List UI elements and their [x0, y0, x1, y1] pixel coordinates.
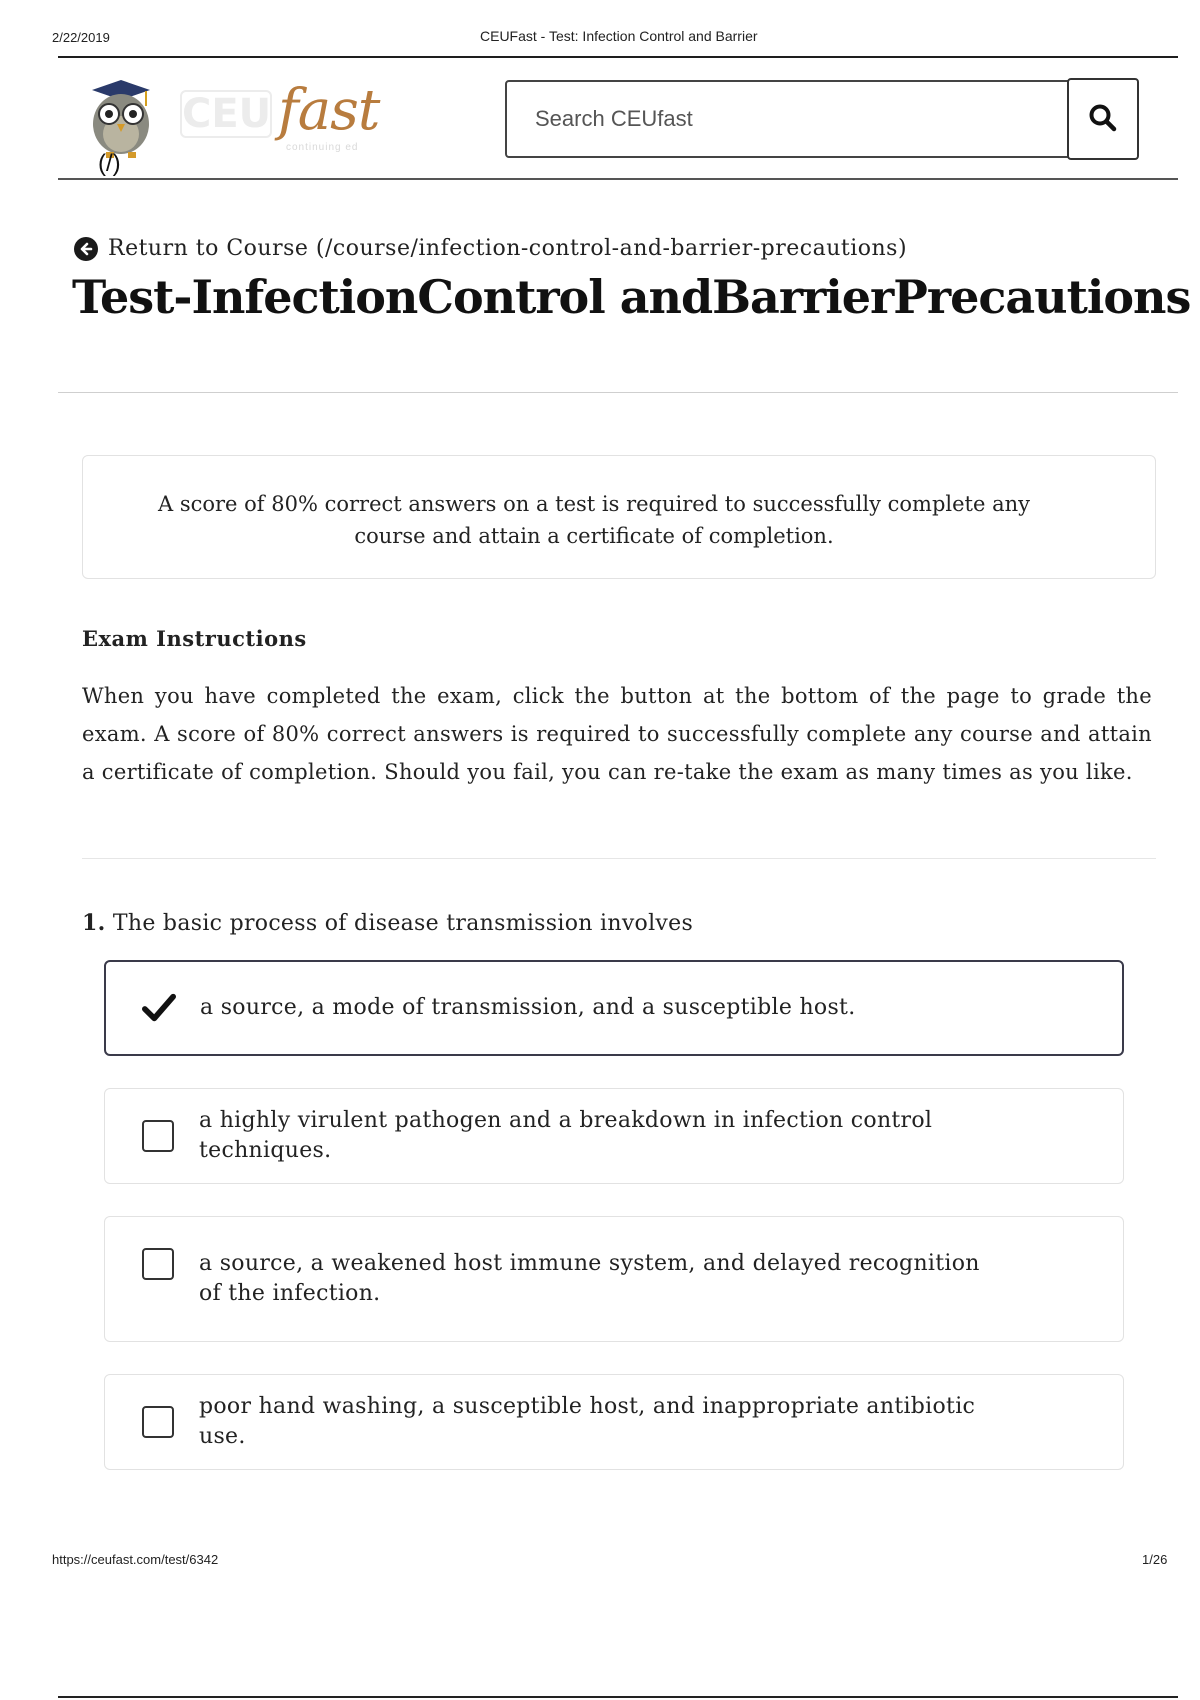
question-text: The basic process of disease transmission involves — [112, 911, 694, 936]
return-link-label: Return to Course (/course/infection-control-and-barrier-precautions) — [108, 236, 908, 261]
owl-mascot-icon — [84, 80, 158, 164]
search-icon — [1088, 103, 1118, 136]
page-title — [72, 270, 1190, 324]
top-divider — [58, 56, 1178, 58]
site-logo[interactable] — [80, 72, 410, 182]
search-bar — [505, 80, 1139, 158]
answer-option-text: a source, a mode of transmission, and a susceptible host. — [200, 995, 856, 1020]
bottom-divider — [58, 1696, 1178, 1698]
answer-option-1[interactable] — [104, 960, 1124, 1056]
checkbox[interactable] — [142, 1248, 174, 1280]
print-page-number: 1/26 — [1142, 1552, 1168, 1567]
logo-tagline: continuing ed — [286, 142, 359, 153]
answer-option-2[interactable] — [104, 1088, 1124, 1184]
checkbox[interactable] — [142, 1406, 174, 1438]
checkbox-wrapper — [141, 1119, 175, 1153]
search-button[interactable] — [1067, 78, 1139, 160]
exam-instructions-heading: Exam Instructions — [82, 626, 307, 651]
checkbox[interactable] — [142, 1120, 174, 1152]
title-divider — [58, 392, 1178, 393]
return-to-course-link[interactable] — [74, 236, 907, 261]
answer-option-4[interactable] — [104, 1374, 1124, 1470]
home-link[interactable]: (/) — [98, 150, 121, 177]
question-number: 1. — [82, 910, 106, 936]
header-divider — [58, 178, 1178, 180]
print-date: 2/22/2019 — [52, 30, 110, 45]
answer-option-text: a source, a weakened host immune system, and delayed recognition of the infection. — [199, 1251, 980, 1306]
answer-option-text: poor hand washing, a susceptible host, and inappropriate antibiotic use. — [199, 1394, 976, 1449]
arrow-left-circle-icon — [74, 237, 98, 261]
logo-ceu-wordmark: CEU — [182, 91, 272, 137]
print-page-title: CEUFast - Test: Infection Control and Barrier — [480, 28, 758, 44]
score-requirement-notice: A score of 80% correct answers on a test is required to successfully complete any course and attain a certificate of completion. — [82, 455, 1156, 579]
question-1 — [82, 910, 693, 936]
print-footer-url: https://ceufast.com/test/6342 — [52, 1552, 219, 1567]
page-title-rest: -InfectionControl andBarrierPrecautions — [173, 270, 1191, 324]
answer-option-text: a highly virulent pathogen and a breakdown in infection control techniques. — [199, 1108, 933, 1163]
logo-fast-wordmark: fast — [278, 78, 380, 143]
page-title-bold: Test — [72, 270, 174, 324]
checkmark-icon — [142, 991, 176, 1025]
checkbox-wrapper — [141, 1405, 175, 1439]
answer-option-3[interactable] — [104, 1216, 1124, 1342]
exam-instructions-body: When you have completed the exam, click the button at the bottom of the page to grade the exam. A score of 80% correct answers is required to successfully complete any course and attain a certificate of completion. Should you fail, you can re-take the exam as many times as you like. — [82, 684, 1152, 784]
checkbox-wrapper — [141, 1247, 175, 1281]
instructions-divider — [82, 858, 1156, 859]
search-input[interactable] — [507, 82, 1067, 156]
